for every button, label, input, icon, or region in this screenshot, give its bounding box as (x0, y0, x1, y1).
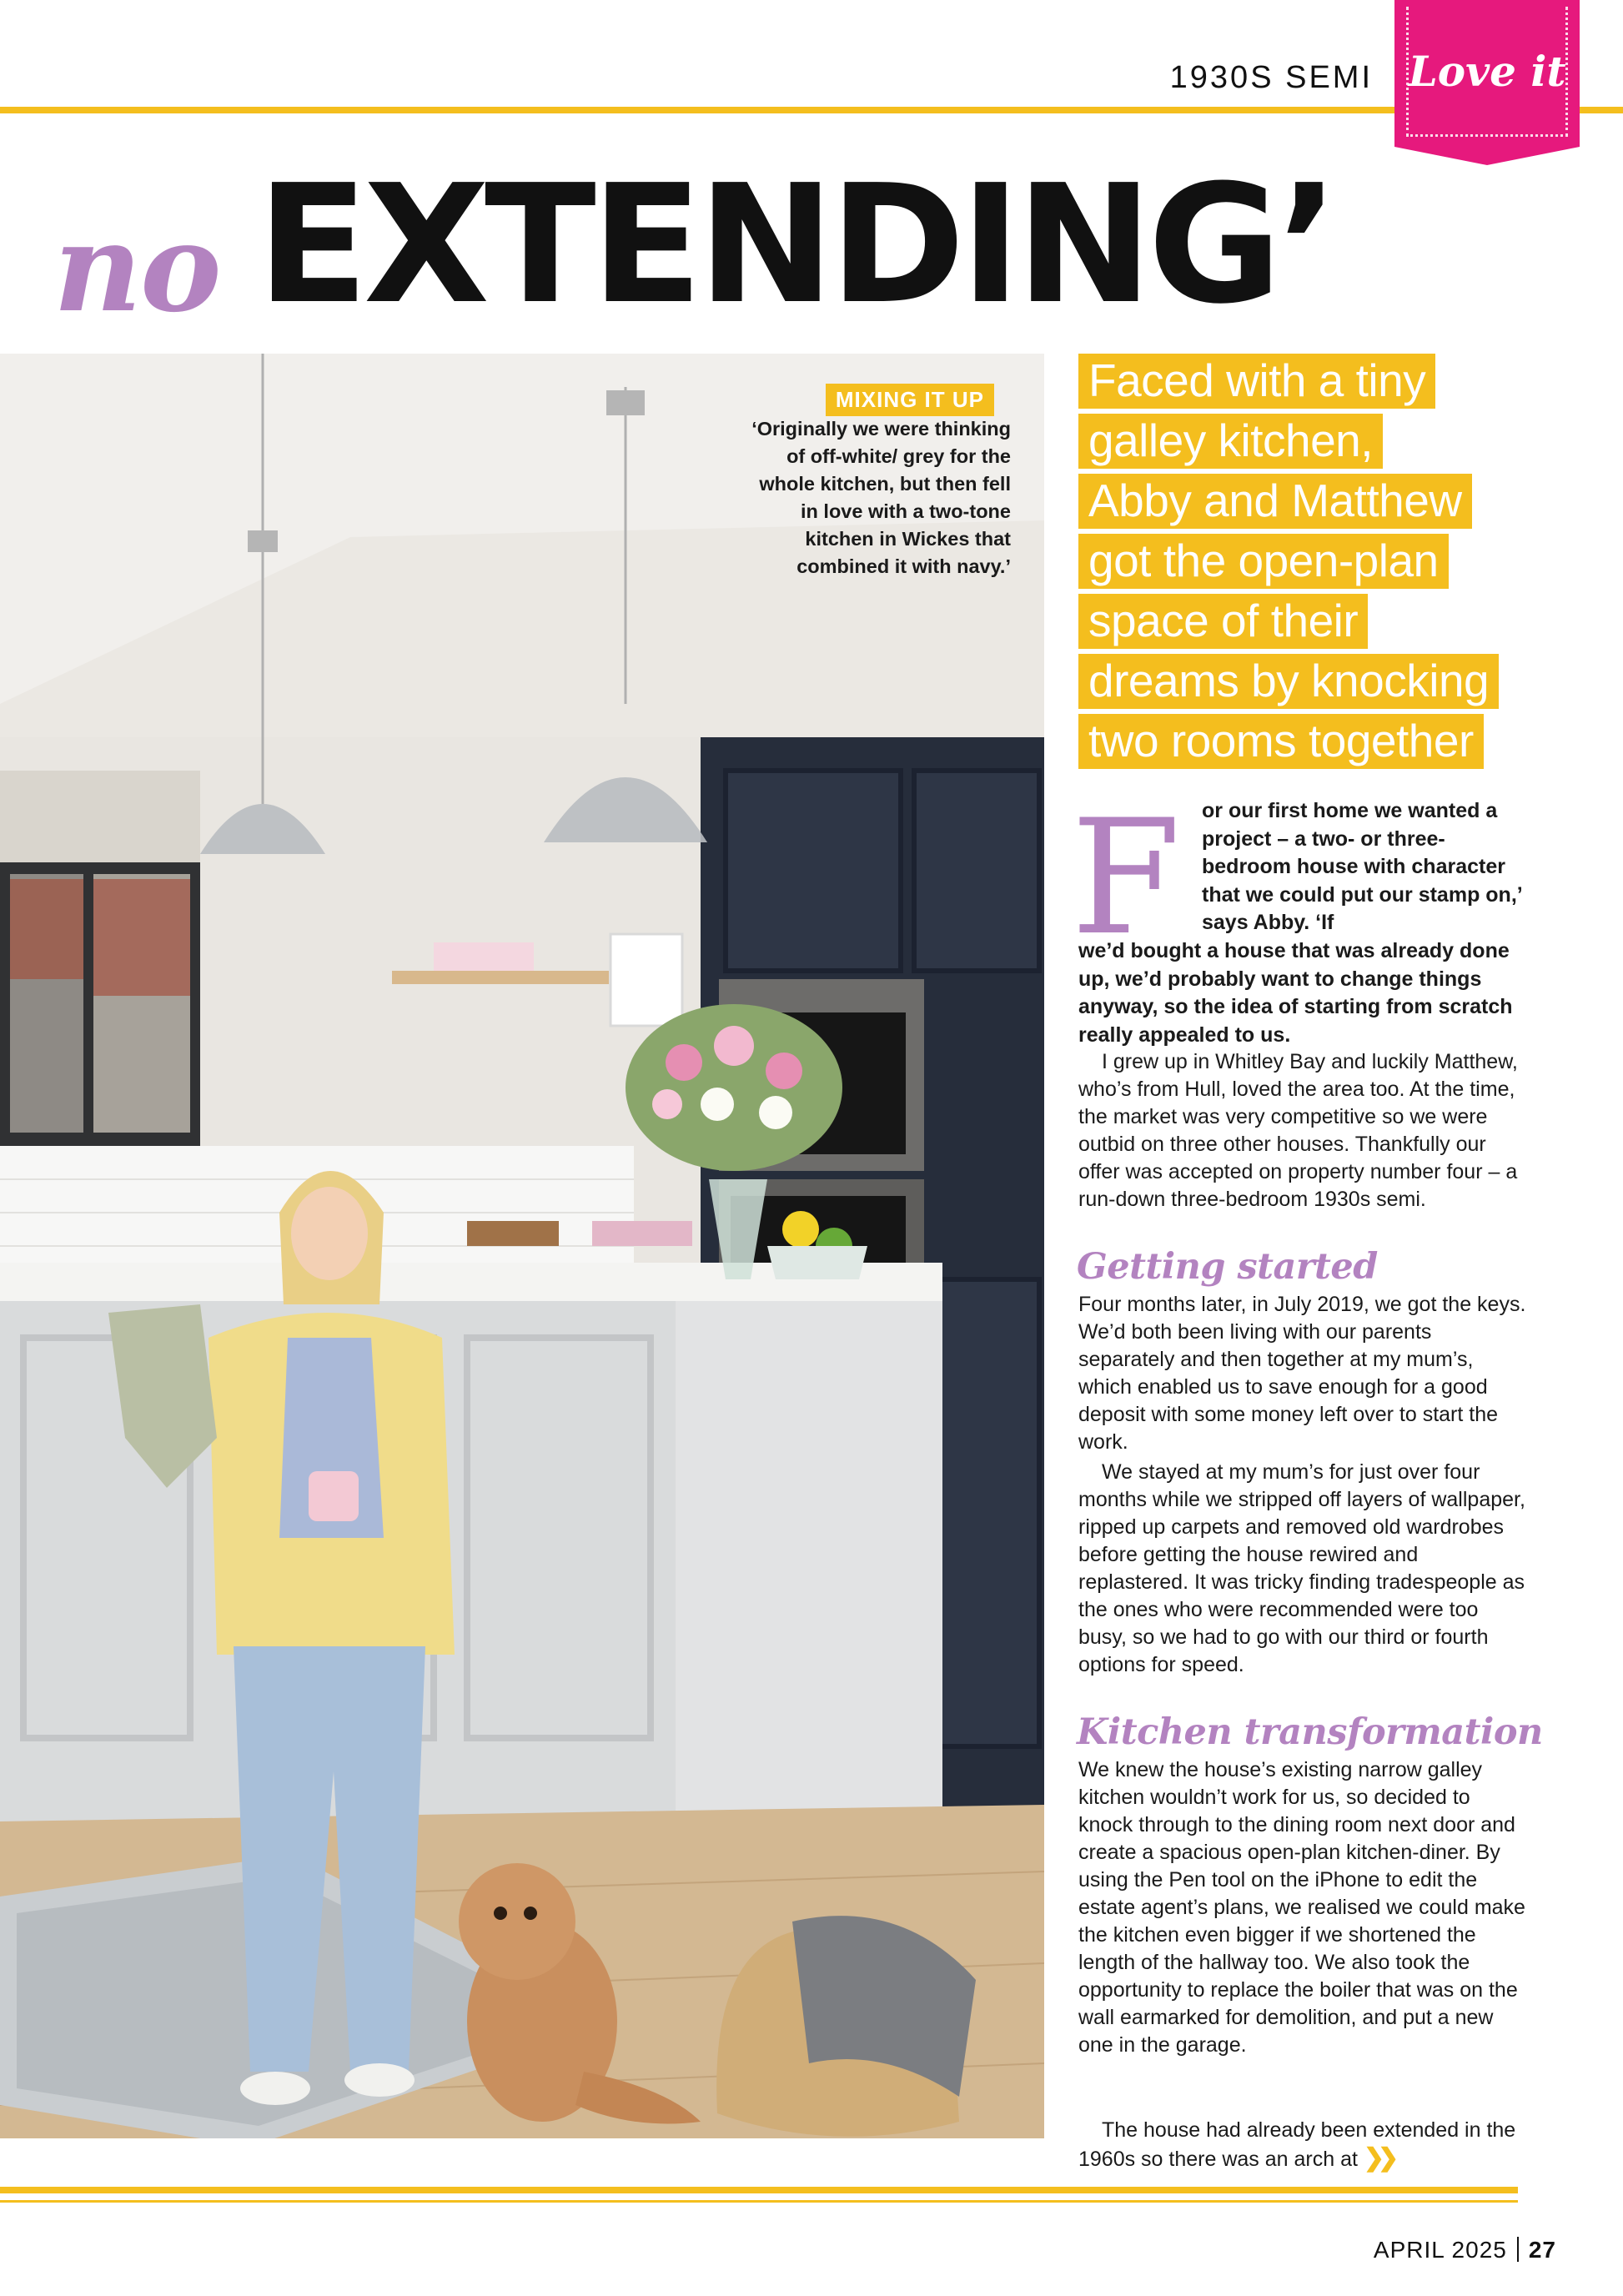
standfirst-line: got the open-plan (1078, 534, 1449, 589)
drop-cap: F (1071, 786, 1181, 970)
standfirst-line: dreams by knocking (1078, 654, 1499, 709)
footer-rule-thin (0, 2200, 1518, 2203)
paragraph-3: We stayed at my mum’s for just over four months while we stripped off layers of wallpaper, ripped up carpets and removed old wardrobes before getting the house rewired and replastered. It was tricky finding tradespeople as the ones who were recommended were too busy, so we had to go with our third or fourth options for speed. (1078, 1460, 1525, 1676)
header-rule (0, 107, 1623, 113)
standfirst-line: galley kitchen, (1078, 414, 1383, 469)
folio-divider (1517, 2237, 1519, 2262)
paragraph-2: Four months later, in July 2019, we got the keys. We’d both been living with our parents separately and then together at my mum’s, which enabled us to save enough for a good deposit with some money left over to start the work. (1078, 1293, 1526, 1454)
love-it-tab (1394, 0, 1580, 147)
headline-accent: no (53, 197, 220, 339)
page-number: 27 (1528, 2237, 1556, 2263)
standfirst-line: Faced with a tiny (1078, 354, 1435, 409)
subhead-kitchen-transformation: Kitchen transformation (1077, 1711, 1543, 1753)
subhead-getting-started: Getting started (1077, 1246, 1378, 1288)
intro-text: we’d bought a house that was already done up, we’d probably want to change things anyway, so the idea of starting from scratch really appealed to us. (1078, 939, 1513, 1047)
paragraph-4: We knew the house’s existing narrow galley kitchen wouldn’t work for us, so decided to knock through to the dining room next door and create a spacious open-plan kitchen-diner. By using the Pen tool on the iPhone to edit the estate agent’s plans, we realised we could make the kitchen even bigger if we shortened the length of the hallway too. We also took the opportunity to replace the boiler that was on the wall earmarked for demolition, and put a new one in the garage. (1078, 1758, 1525, 2057)
standfirst-line: two rooms together (1078, 714, 1484, 769)
standfirst (1078, 354, 1529, 774)
tab-label: Love it (1408, 47, 1566, 96)
paragraph-1: I grew up in Whitley Bay and luckily Matthew, who’s from Hull, loved the area too. At the time, the market was very competitive so we were outbid on three other houses. Thankfully our offer was accepted on property number four – a run-down three-bedroom 1930s semi. (1078, 1050, 1518, 1211)
folio (1374, 2237, 1556, 2263)
paragraph-5: The house had already been extended in the 1960s so there was an arch at (1078, 2118, 1516, 2171)
footer-rule (0, 2187, 1518, 2193)
standfirst-line: space of their (1078, 594, 1368, 649)
caption-text: ‘Originally we were thinking of off-white/ grey for the whole kitchen, but then fell in love with a two-tone kitchen in Wickes that combined it with navy.’ (751, 418, 1011, 577)
headline-main: EXTENDING’ (257, 150, 1334, 340)
issue-date: APRIL 2025 (1373, 2237, 1507, 2263)
standfirst-line: Abby and Matthew (1078, 474, 1472, 529)
paragraph-5-container (1078, 2117, 1529, 2173)
kitchen-photo (0, 354, 1044, 2138)
intro-text-beside-dropcap: or our first home we wanted a project – a two- or three-bedroom house with character that we could put our stamp on,’ says Abby. ‘If (1202, 799, 1522, 934)
continue-arrow-icon: ❯❯ (1363, 2144, 1393, 2172)
section-label: 1930S SEMI (1169, 60, 1373, 95)
caption-tag: MIXING IT UP (826, 384, 994, 416)
